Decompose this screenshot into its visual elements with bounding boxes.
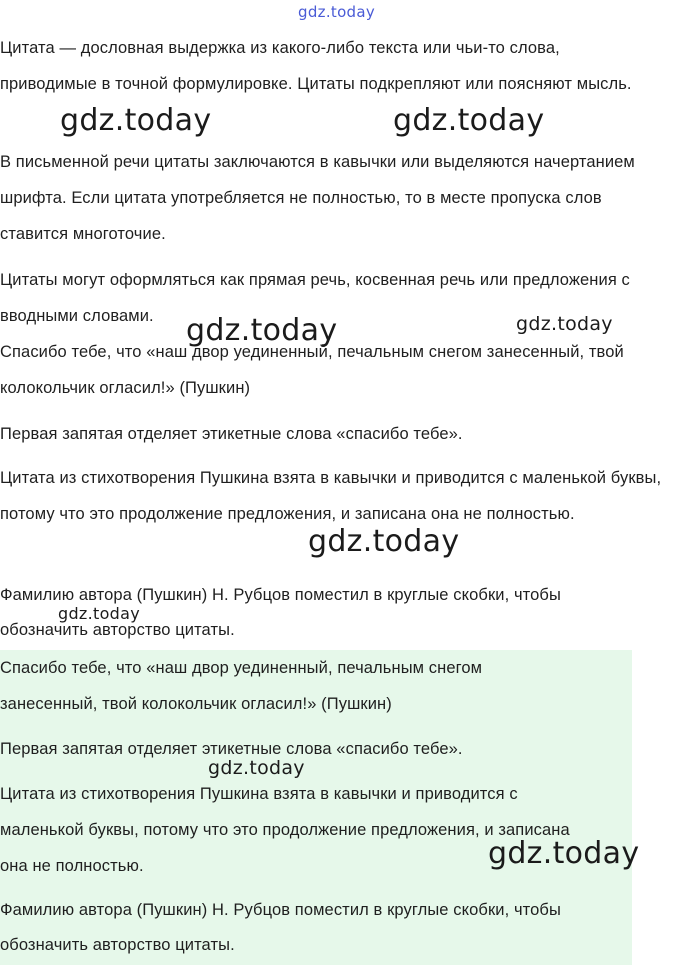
watermark: gdz.today [58,604,140,623]
answer-paragraph: Фамилию автора (Пушкин) Н. Рубцов поместил в круглые скобки, чтобы обозначить авторство цитаты. [0,586,561,639]
answer-paragraph: Спасибо тебе, что «наш двор уединенный, печальным снегом занесенный, твой колокольчик огласил!» (Пушкин) [0,343,624,397]
answer-paragraph: Первая запятая отделяет этикетные слова «спасибо тебе». [0,425,463,443]
watermark: gdz.today [308,524,460,559]
watermark: gdz.today [393,103,545,138]
answer-paragraph: Цитата из стихотворения Пушкина взята в кавычки и приводится с маленькой буквы, потому что это продолжение предложения, и записана она не полностью. [0,469,662,523]
theory-paragraph: Цитаты могут оформляться как прямая речь, косвенная речь или предложения с вводными словами. [0,271,630,325]
watermark: gdz.today [488,836,640,871]
watermark: gdz.today [186,313,338,348]
answer-paragraph: Первая запятая отделяет этикетные слова «спасибо тебе». [0,740,463,758]
answer-paragraph: Спасибо тебе, что «наш двор уединенный, печальным снегом занесенный, твой колокольчик огласил!» (Пушкин) [0,659,483,713]
theory-paragraph: В письменной речи цитаты заключаются в кавычки или выделяются начертанием шрифта. Если цитата употребляется не полностью, то в месте пропуска слов ставится многоточие. [0,153,635,243]
watermark: gdz.today [208,757,305,779]
answer-paragraph: Фамилию автора (Пушкин) Н. Рубцов поместил в круглые скобки, чтобы обозначить авторство цитаты. [0,901,561,954]
theory-paragraph: Цитата — дословная выдержка из какого-либо текста или чьи-то слова, приводимые в точной формулировке. Цитаты подкрепляют или поясняют мысль. [0,39,632,93]
watermark: gdz.today [60,103,212,138]
watermark: gdz.today [298,3,376,21]
watermark: gdz.today [516,313,613,335]
answer-paragraph: Цитата из стихотворения Пушкина взята в кавычки и приводится с маленькой буквы, потому что это продолжение предложения, и записана она не полностью. [0,785,570,875]
